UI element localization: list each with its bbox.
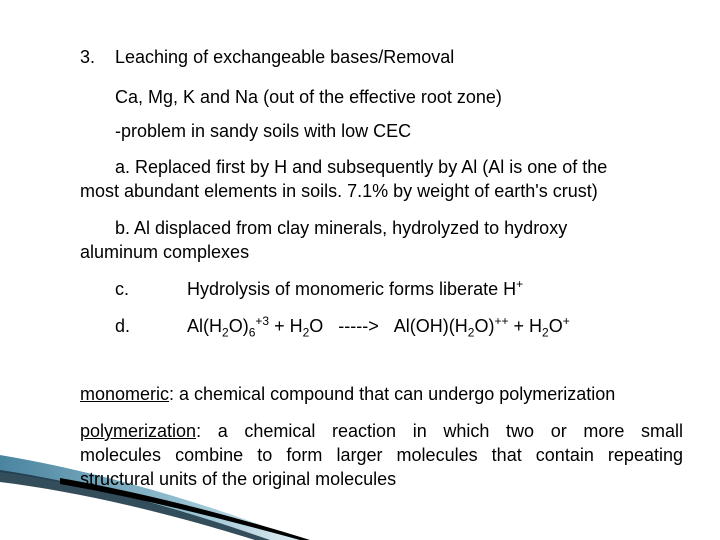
item-c-sup: + xyxy=(516,277,524,291)
item-c-text xyxy=(187,278,523,300)
item-b-line2: aluminum complexes xyxy=(80,242,250,262)
item-a-line2: most abundant elements in soils. 7.1% by weight of earth's crust) xyxy=(80,181,598,201)
eq-sub: 2 xyxy=(302,325,310,340)
eq-sup: +3 xyxy=(255,314,270,328)
cations-line: Ca, Mg, K and Na (out of the effective root zone) xyxy=(115,87,502,107)
heading-number: 3. xyxy=(80,47,96,67)
eq-part: + H xyxy=(269,316,303,336)
eq-part: + H xyxy=(508,316,543,336)
heading-title: Leaching of exchangeable bases/Removal xyxy=(115,47,455,67)
item-b-line1: b. Al displaced from clay minerals, hydrolyzed to hydroxy xyxy=(115,218,568,238)
eq-part: O) xyxy=(474,316,495,336)
eq-part: Al(H xyxy=(187,316,222,336)
term-monomeric: monomeric xyxy=(80,384,170,404)
def-polymerization-line1 xyxy=(80,420,683,442)
def-polymerization-text1: : a chemical reaction in which two or more small xyxy=(196,421,683,441)
eq-sub: 2 xyxy=(542,325,549,340)
eq-part: O xyxy=(309,316,324,336)
def-polymerization-line3: structural units of the original molecules xyxy=(80,469,397,489)
problem-line: -problem in sandy soils with low CEC xyxy=(115,121,412,141)
item-d-equation xyxy=(187,314,570,340)
eq-sub: 2 xyxy=(467,325,475,340)
item-d-label: d. xyxy=(115,316,131,336)
eq-sub: 2 xyxy=(222,325,229,340)
def-monomeric-text: : a chemical compound that can undergo polymerization xyxy=(169,384,616,404)
eq-sup: ++ xyxy=(494,314,509,328)
item-a-line1: a. Replaced first by H and subsequently by Al (Al is one of the xyxy=(115,157,608,177)
eq-part: Al(OH)(H xyxy=(393,316,468,336)
def-monomeric xyxy=(80,383,615,405)
item-c-label: c. xyxy=(115,279,130,299)
eq-arrow: -----> xyxy=(338,316,379,336)
eq-part: O) xyxy=(228,316,249,336)
eq-sup: + xyxy=(562,314,570,328)
def-polymerization-line2: molecules combine to form larger molecules that contain repeating xyxy=(80,445,683,465)
term-polymerization: polymerization xyxy=(80,421,197,441)
item-c-main: Hydrolysis of monomeric forms liberate H xyxy=(187,279,517,299)
eq-part: O xyxy=(548,316,563,336)
eq-sub: 6 xyxy=(248,325,256,340)
